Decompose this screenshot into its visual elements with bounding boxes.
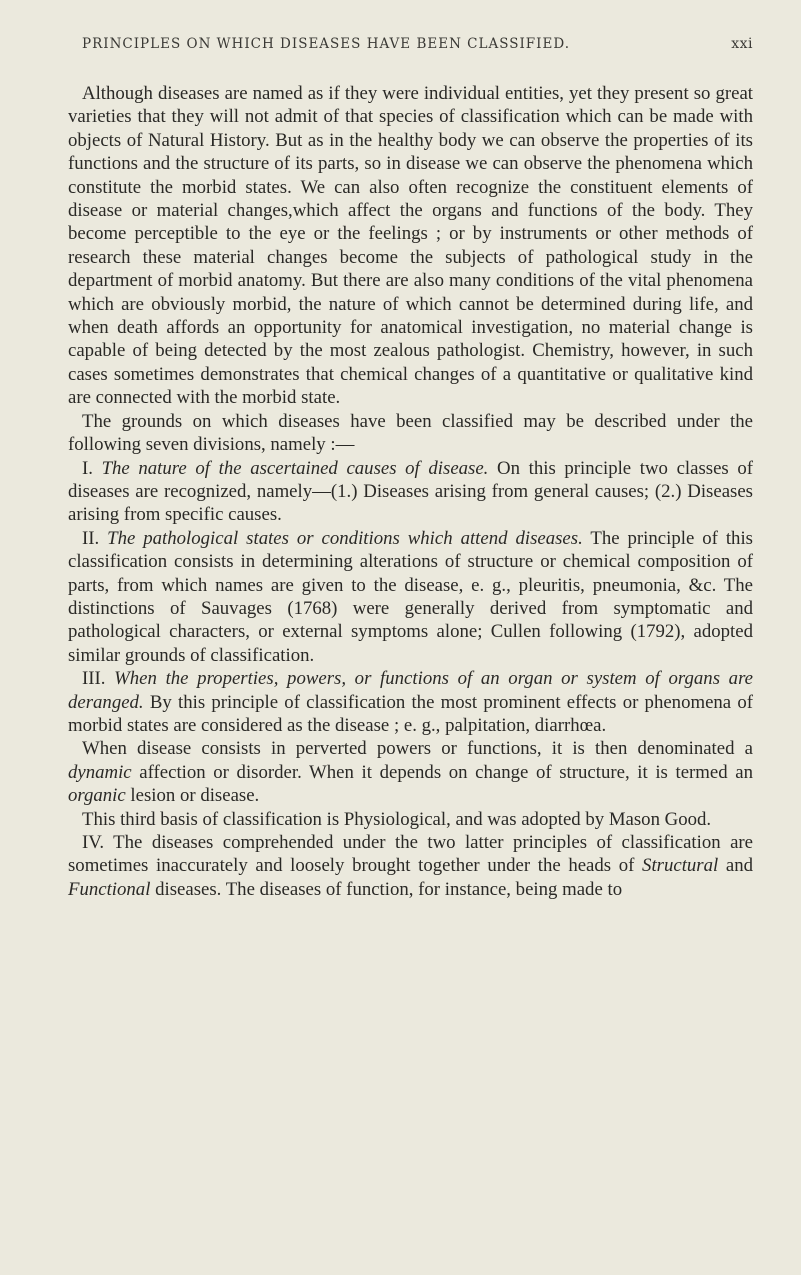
paragraph-1-text: Although diseases are named as if they were individual entities, yet they present so great varieties that they will not admit of that species of classification which can be made with objects of Natural History. But as in the healthy body we can observe the properties of its functions and the structure of its parts, so in disease we can observe the phenomena which constitute the morbid states. We can also often recognize the constituent elements of disease or material changes,which affect the organs and functions of the body. They become perceptible to the eye or the feelings ; or by instruments or other methods of research these material changes become the subjects of pathological study in the department of morbid anatomy. But there are also many conditions of the vital phenomena which are obviously morbid, the nature of which cannot be determined during life, and when death affords an opportunity for anatomical investigation, no material change is capable of being detected by the most zealous pathologist. Chemistry, however, in such cases sometimes demonstrates that chemical changes of a quantitative or qualitative kind are connected with the morbid state. (68, 83, 753, 409)
paragraph-3-lead: I. (82, 457, 102, 479)
paragraph-3-heading: The nature of the ascertained causes of disease. (101, 457, 489, 479)
page-number: xxi (731, 36, 753, 52)
paragraph-8-lead: IV. The diseases comprehended under the two latter principles of classification are sometimes inaccurately and loosely brought together under the heads of (68, 832, 753, 877)
paragraph-1 (68, 82, 753, 410)
paragraph-5-text: By this principle of classification the most prominent effects or phenomena of morbid states are considered as the disease ; e. g., palpitation, diarrhœa. (68, 691, 753, 736)
paragraph-5-heading: When the properties, powers, or functions of an organ or system of organs are deranged. (68, 668, 754, 713)
paragraph-4 (68, 527, 753, 667)
paragraph-8-text-end: diseases. The diseases of function, for instance, being made to (150, 878, 623, 900)
paragraph-7 (68, 808, 753, 831)
body-text (68, 82, 753, 901)
paragraph-8-text: and (718, 855, 753, 877)
paragraph-7-text: This third basis of classification is Physiological, and was adopted by Mason Good. (82, 808, 712, 830)
paragraph-5-lead: III. (82, 668, 115, 690)
paragraph-8 (68, 831, 753, 901)
paragraph-3 (68, 457, 753, 527)
paragraph-2 (68, 410, 753, 457)
paragraph-5 (68, 667, 753, 737)
paragraph-6-term-dynamic: dynamic (68, 761, 132, 783)
paragraph-2-text: The grounds on which diseases have been classified may be described under the following seven divisions, namely :— (68, 410, 753, 456)
paragraph-8-term-structural: Structural (642, 855, 719, 877)
paragraph-6-term-organic: organic (68, 785, 126, 807)
running-head-title: PRINCIPLES ON WHICH DISEASES HAVE BEEN CLASSIFIED. (82, 36, 570, 52)
paragraph-6 (68, 737, 753, 807)
paragraph-6-lead: When disease consists in perverted powers or functions, it is then denominated a (82, 738, 753, 760)
paragraph-4-lead: II. (82, 527, 108, 549)
paragraph-4-heading: The pathological states or conditions which attend diseases. (107, 527, 583, 549)
running-head (68, 36, 753, 52)
paragraph-3-text: On this principle two classes of diseases are recognized, namely—(1.) Diseases arising from general causes; (2.) Diseases arising from specific causes. (68, 457, 754, 526)
paragraph-6-text-end: lesion or disease. (125, 785, 260, 807)
paragraph-6-text: affection or disorder. When it depends on change of structure, it is termed an (131, 761, 753, 783)
paragraph-8-term-functional: Functional (68, 878, 151, 900)
paragraph-4-text: The principle of this classification consists in determining alterations of structure or chemical composition of parts, from which names are given to the disease, e. g., pleuritis, pneumonia, &c. The distinctions of Sauvages (1768) were generally derived from symptomatic and pathological characters, or external symptoms alone; Cullen following (1792), adopted similar grounds of classification. (68, 527, 753, 666)
